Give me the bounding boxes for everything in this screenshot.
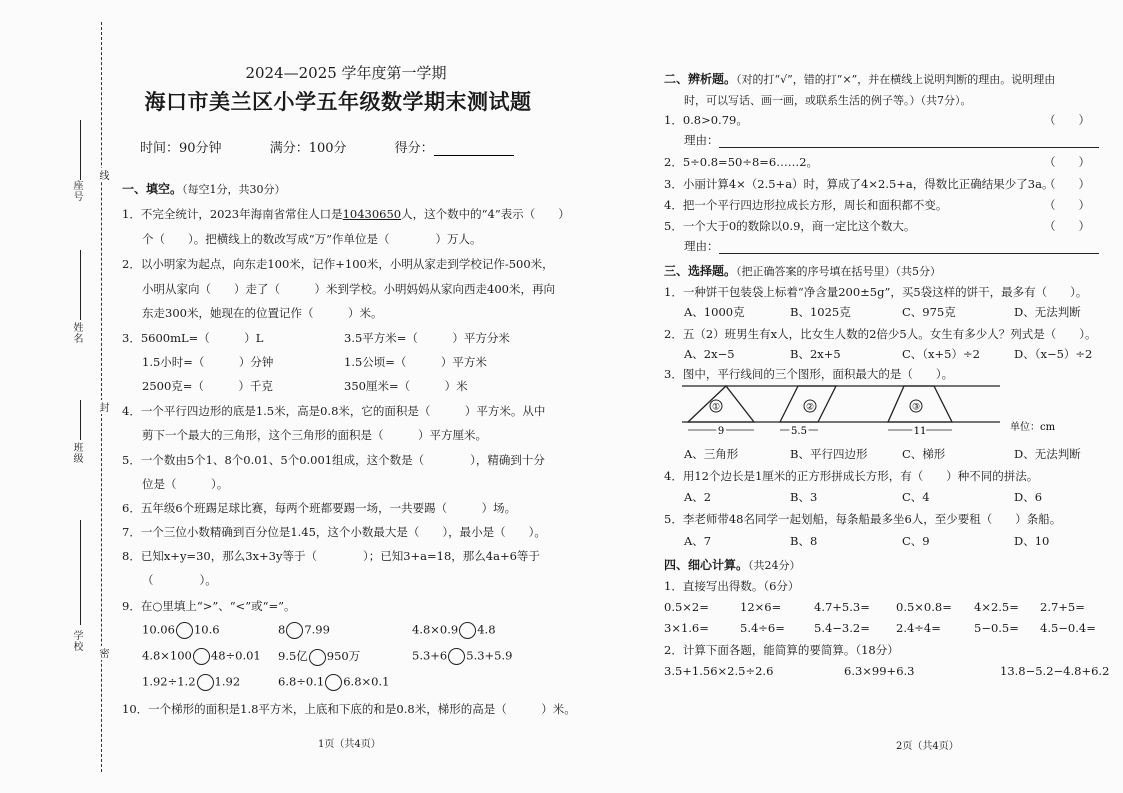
binding-strip (55, 10, 115, 770)
q1-text-a: 1．不完全统计，2023年海南省常住人口是 (122, 207, 343, 221)
calc-item: 4.5−0.4= (1040, 621, 1096, 635)
compare-right: 7.99 (304, 622, 330, 637)
choice-2: 2．五（2）班男生有x人，比女生人数的2倍少5人。女生有多少人？列式是（ ）。 (664, 327, 1097, 341)
choice-2-a[interactable]: A、2x−5 (684, 347, 735, 361)
choice-3: 3．图中，平行线间的三个图形，面积最大的是（ ）。 (664, 367, 954, 381)
calc-item: 0.5×0.8= (896, 600, 952, 614)
compare-item (142, 674, 240, 691)
section-1-title: 一、填空。 (122, 182, 183, 196)
q4-line-1: 4．一个平行四边形的底是1.5米，高是0.8米，它的面积是（ ）平方米。从中 (122, 404, 546, 418)
q2-line-3: 东走300米，她现在的位置记作（ ）米。 (142, 306, 383, 320)
compare-circle[interactable] (309, 649, 326, 666)
time-limit: 时间：90分钟 (140, 141, 222, 156)
name-label: 姓名 (71, 322, 82, 344)
compare-left: 4.8×0.9 (412, 622, 459, 637)
section-4-title: 四、细心计算。 (664, 558, 749, 572)
compare-item (142, 648, 261, 665)
compare-right: 950万 (326, 649, 361, 663)
choice-4-c[interactable]: C、4 (902, 490, 930, 504)
choice-1-d[interactable]: D、无法判断 (1014, 305, 1081, 319)
choice-3-c[interactable]: C、梯形 (902, 447, 946, 461)
class-line (80, 400, 81, 440)
full-score: 满分：100分 (269, 141, 347, 156)
q3-a1: 3．5600mL=（ ）L (122, 331, 264, 345)
choice-4-d[interactable]: D、6 (1014, 490, 1043, 504)
compare-left: 4.8×100 (142, 648, 192, 663)
q7-line: 7．一个三位小数精确到百分位是1.45，这个小数最大是（ ），最小是（ ）。 (122, 525, 546, 539)
width-1-label: 9 (717, 426, 725, 437)
q5-line-1: 5．一个数由5个1、8个0.01、5个0.001组成，这个数是（ ），精确到十分 (122, 453, 545, 467)
page-1 (118, 0, 588, 793)
compare-circle[interactable] (286, 622, 303, 639)
compare-item (278, 674, 389, 691)
triangle-shape (688, 386, 754, 422)
q3-b2: 1.5公顷=（ ）平方米 (344, 355, 487, 369)
q5-line-2: 位是（ ）。 (142, 477, 229, 491)
q2-line-2: 小明从家向（ ）走了（ ）米到学校。小明妈妈从家向西走400米，再向 (142, 282, 555, 296)
exam-title: 海口市美兰区小学五年级数学期末测试题 (144, 89, 532, 114)
compare-left: 5.3+6 (412, 648, 448, 663)
choice-5: 5．李老师带48名同学一起划船，每条船最多坐6人，至少要租（ ）条船。 (664, 512, 1062, 526)
compare-circle[interactable] (197, 674, 214, 691)
section-2-note: （对的打“√”，错的打“×”，并在横线上说明判断的理由。说明理由 (736, 73, 1056, 86)
choice-3-b[interactable]: B、平行四边形 (790, 447, 868, 461)
judge-4: 4．把一个平行四边形拉成长方形，周长和面积都不变。 (664, 198, 948, 212)
calc-expr: 3.5+1.56×2.5÷2.6 (664, 664, 774, 678)
q8-line-2: （ ）。 (142, 573, 217, 587)
compare-item (142, 622, 220, 639)
choice-1-b[interactable]: B、1025克 (790, 305, 851, 319)
compare-circle[interactable] (459, 622, 476, 639)
choice-1-c[interactable]: C、975克 (902, 305, 956, 319)
calc-item: 12×6= (740, 600, 782, 614)
judge-4-paren[interactable]: （ ） (1044, 198, 1090, 212)
score-blank (434, 144, 514, 156)
calc-expr: 13.8−5.2−4.8+6.2 (1000, 664, 1110, 678)
compare-circle[interactable] (193, 648, 210, 665)
section-2-note-2: 时，可以写话、画一画，或联系生活的例子等。）（共7分）。 (684, 94, 972, 107)
calc-item: 2.4÷4= (896, 621, 941, 635)
width-3-label: 11 (913, 426, 927, 437)
page-number-2: 2页（共4页） (896, 741, 959, 752)
calc-part-2: 2．计算下面各题，能简算的要简算。（18分） (664, 643, 899, 657)
judge-2-paren[interactable]: （ ） (1044, 155, 1090, 169)
calc-expr: 6.3×99+6.3 (844, 664, 915, 678)
q3-c2: 350厘米=（ ）米 (344, 379, 468, 393)
judge-2: 2．5÷0.8=50÷8=6……2。 (664, 155, 819, 169)
q2-line-1: 2．以小明家为起点，向东走100米，记作+100米，小明从家走到学校记作-500米， (122, 257, 554, 271)
compare-right: 10.6 (193, 622, 220, 637)
compare-circle[interactable] (176, 622, 193, 639)
choice-3-d[interactable]: D、无法判断 (1014, 447, 1081, 461)
section-1-heading (122, 180, 286, 197)
compare-right: 4.8 (477, 622, 496, 637)
calc-item: 5−0.5= (974, 621, 1019, 635)
judge-3: 3．小丽计算4×（2.5+a）时，算成了4×2.5+a，得数比正确结果少了3a。 (664, 177, 1054, 191)
section-3-note: （把正确答案的序号填在括号里）（共5分） (736, 265, 942, 278)
choice-4: 4．用12个边长是1厘米的正方形拼成长方形，有（ ）种不同的拼法。 (664, 469, 1039, 483)
choice-5-a[interactable]: A、7 (684, 534, 712, 548)
seal-char-secret: 密 (97, 648, 108, 658)
page-number-1: 1页（共4页） (318, 739, 381, 750)
compare-left: 6.8÷0.1 (278, 674, 325, 689)
compare-item (278, 648, 360, 666)
q1-line-1 (122, 206, 570, 222)
reason-blank[interactable] (719, 138, 1099, 148)
compare-item (412, 648, 512, 665)
choice-2-c[interactable]: C、（x+5）÷2 (902, 347, 980, 361)
choice-4-b[interactable]: B、3 (790, 490, 818, 504)
q3-b1: 1.5小时=（ ）分钟 (142, 355, 274, 369)
shape-label-1: ① (711, 402, 721, 413)
q1-number: 10430650 (342, 207, 402, 221)
score-label: 得分： (394, 141, 434, 156)
judge-1-paren[interactable]: （ ） (1044, 113, 1090, 127)
compare-item (278, 622, 330, 639)
choice-5-d[interactable]: D、10 (1014, 534, 1050, 548)
judge-5-paren[interactable]: （ ） (1044, 219, 1090, 233)
choice-1: 1．一种饼干包装袋上标着“净含量200±5g”，买5袋这样的饼干，最多有（ ）。 (664, 285, 1088, 299)
shape-label-3: ③ (911, 402, 921, 413)
compare-left: 10.06 (142, 622, 175, 637)
section-2-title: 二、辨析题。 (664, 72, 737, 86)
reason-label: 理由： (684, 133, 719, 147)
choice-5-b[interactable]: B、8 (790, 534, 818, 548)
calc-item: 3×1.6= (664, 621, 709, 635)
compare-circle[interactable] (325, 674, 342, 691)
compare-right: 48÷0.01 (210, 648, 261, 663)
judge-3-paren[interactable]: （ ） (1044, 177, 1090, 191)
compare-right: 1.92 (214, 674, 241, 689)
section-1-note: （每空1分，共30分） (182, 183, 286, 196)
compare-left: 9.5亿 (278, 649, 308, 663)
q4-line-2: 剪下一个最大的三角形，这个三角形的面积是（ ）平方厘米。 (142, 428, 487, 442)
seal-char-seal: 封 (97, 402, 108, 412)
school-label: 学校 (71, 630, 82, 652)
school-year: 2024—2025 学年度第一学期 (245, 64, 447, 82)
choice-3-a[interactable]: A、三角形 (684, 447, 739, 461)
parallel-lines-figure (680, 382, 1090, 440)
choice-4-a[interactable]: A、2 (684, 490, 712, 504)
calc-item: 5.4÷6= (740, 621, 785, 635)
unit-label: 单位：cm (1010, 422, 1056, 433)
calc-item: 2.7+5= (1040, 600, 1085, 614)
judge-1-reason (684, 132, 1099, 148)
section-3-heading (664, 262, 941, 279)
seat-number-label: 座号 (71, 180, 82, 202)
calc-item: 4×2.5= (974, 600, 1019, 614)
judge-5-reason (684, 238, 1099, 254)
q10-line: 10．一个梯形的面积是1.8平方米，上底和下底的和是0.8米，梯形的高是（ ）米。 (122, 702, 576, 716)
compare-item (412, 622, 496, 639)
q1-text-b: 人，这个数中的“4”表示（ ） (401, 207, 570, 221)
section-4-heading (664, 556, 801, 573)
q1-line-2: 个（ ）。把横线上的数改写成“万”作单位是（ ）万人。 (142, 232, 482, 246)
section-2-heading (664, 70, 1055, 87)
class-label: 班级 (71, 442, 82, 464)
exam-meta (140, 137, 558, 156)
calc-part-1: 1．直接写出得数。（6分） (664, 579, 800, 593)
q6-line: 6．五年级6个班踢足球比赛，每两个班都要踢一场，一共要踢（ ）场。 (122, 501, 517, 515)
q3-c1: 2500克=（ ）千克 (142, 379, 273, 393)
name-line (80, 250, 81, 320)
choice-2-b[interactable]: B、2x+5 (790, 347, 841, 361)
compare-left: 8 (278, 622, 286, 637)
section-4-note: （共24分） (748, 559, 801, 572)
calc-item: 0.5×2= (664, 600, 709, 614)
q8-line-1: 8．已知x+y=30，那么3x+3y等于（ ）；已知3+a=18，那么4a+6等于 (122, 549, 540, 563)
choice-2-d[interactable]: D、（x−5）÷2 (1014, 347, 1093, 361)
q9-line: 9．在○里填上“>”、“<”或“=”。 (122, 599, 296, 613)
school-line (80, 520, 81, 625)
compare-left: 1.92÷1.2 (142, 674, 196, 689)
calc-item: 4.7+5.3= (814, 600, 870, 614)
judge-1: 1．0.8>0.79。 (664, 113, 748, 127)
seal-char-line: 线 (97, 170, 108, 180)
reason-label: 理由： (684, 239, 719, 253)
reason-blank[interactable] (719, 244, 1099, 254)
calc-item: 5.4−3.2= (814, 621, 870, 635)
compare-right: 5.3+5.9 (466, 648, 513, 663)
width-2-label: 5.5 (791, 426, 807, 437)
shape-label-2: ② (805, 402, 815, 413)
judge-5: 5．一个大于0的数除以0.9，商一定比这个数大。 (664, 219, 916, 233)
choice-5-c[interactable]: C、9 (902, 534, 930, 548)
compare-right: 6.8×0.1 (343, 674, 390, 689)
section-3-title: 三、选择题。 (664, 264, 737, 278)
compare-circle[interactable] (448, 648, 465, 665)
seat-number-line (80, 120, 81, 180)
q3-a2: 3.5平方米=（ ）平方分米 (344, 331, 510, 345)
choice-1-a[interactable]: A、1000克 (684, 305, 745, 319)
